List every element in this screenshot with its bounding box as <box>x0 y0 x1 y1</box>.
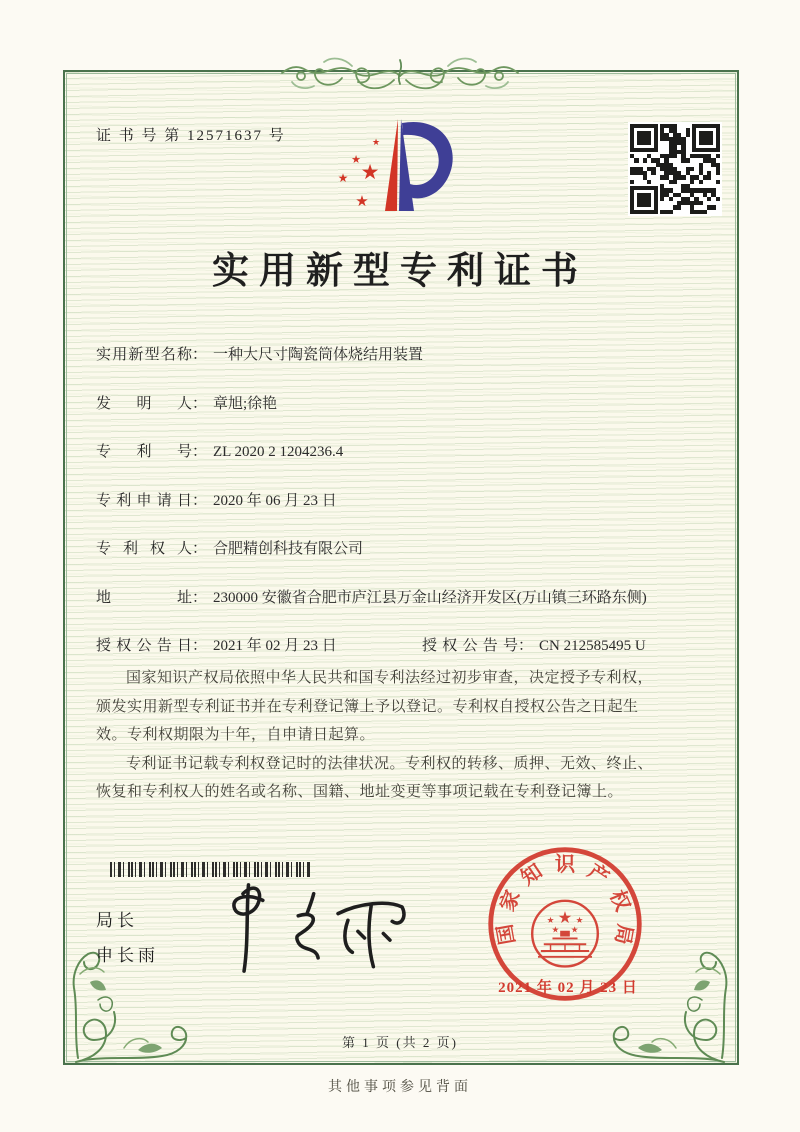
director-title: 局长 <box>96 911 138 930</box>
seal-date: 2021 年 02 月 23 日 <box>498 980 638 996</box>
field-value: 2021 年 02 月 23 日 <box>213 638 337 654</box>
seal-char: 知 <box>517 860 547 890</box>
field-row-inventor: 发明人 ： 章旭;徐艳 <box>96 393 656 416</box>
seal-char: 家 <box>496 887 525 915</box>
svg-text:★: ★ <box>570 925 579 936</box>
field-label: 专利号 <box>96 444 192 460</box>
field-value: 2020 年 06 月 23 日 <box>213 492 337 509</box>
svg-text:★: ★ <box>355 192 369 210</box>
field-value: 章旭;徐艳 <box>213 395 278 412</box>
seal-char: 权 <box>605 887 634 915</box>
field-row-name: 实用新型名称 ： 一种大尺寸陶瓷筒体烧结用装置 <box>96 344 656 367</box>
seal-national-emblem <box>532 901 598 967</box>
legal-paragraph-2: 专利证书记载专利权登记时的法律状况。专利权的转移、质押、无效、终止、恢复和专利权人的姓名或名称、国籍、地址变更等事项记载在专利登记簿上。 <box>96 755 654 800</box>
legal-paragraph-1: 国家知识产权局依照中华人民共和国专利法经过初步审查，决定授予专利权，颁发实用新型专利证书并在专利登记簿上予以登记。专利权自授权公告之日起生效。专利权期限为十年，自申请日起算。 <box>96 670 654 743</box>
svg-text:★: ★ <box>551 925 560 936</box>
seal-char: 国 <box>494 922 520 947</box>
seal-char: 局 <box>610 922 636 947</box>
field-label: 发明人 <box>96 395 192 412</box>
field-label: 授权公告日 <box>96 638 192 654</box>
qr-code-icon <box>628 122 722 216</box>
svg-text:★: ★ <box>360 160 380 184</box>
field-value: 230000 安徽省合肥市庐江县万金山经济开发区(万山镇三环路东侧) <box>213 589 647 606</box>
field-label: 专利申请日 <box>96 492 192 509</box>
field-value: 一种大尺寸陶瓷筒体烧结用装置 <box>213 347 424 363</box>
field-label: 地址 <box>96 589 192 606</box>
barcode-icon <box>110 862 312 877</box>
page-number: 第 1 页 (共 2 页) <box>342 1035 458 1050</box>
field-value: 合肥精创科技有限公司 <box>213 541 364 557</box>
svg-text:★: ★ <box>351 153 361 166</box>
field-label: 专利权人 <box>96 541 192 557</box>
field-list <box>96 344 656 684</box>
svg-text:★: ★ <box>371 138 381 148</box>
seal-char: 产 <box>583 860 613 890</box>
field-row-patent-number: 专利号 ： ZL 2020 2 1204236.4 <box>96 441 656 464</box>
field-label: 实用新型名称 <box>96 347 192 363</box>
logo-stars <box>338 138 380 210</box>
svg-text:★: ★ <box>546 916 555 927</box>
field-value: CN 212585495 U <box>539 638 646 654</box>
logo-p-mark <box>385 119 453 211</box>
field-row-grant: 授权公告日 ： 2021 年 02 月 23 日 授权公告号 ： CN 212585495 U <box>96 635 656 658</box>
director-name: 申长雨 <box>96 946 159 965</box>
qr-finder-top-left <box>630 124 658 152</box>
seal-char: 识 <box>554 853 576 876</box>
svg-text:★: ★ <box>557 908 573 928</box>
field-row-patentee: 专利权人 ： 合肥精创科技有限公司 <box>96 538 656 561</box>
svg-text:★: ★ <box>575 916 584 927</box>
certificate-number: 证 书 号 第 12571637 号 <box>96 128 286 144</box>
field-row-address: 地址 ： 230000 安徽省合肥市庐江县万金山经济开发区(万山镇三环路东侧) <box>96 587 656 610</box>
field-row-filing-date: 专利申请日 ： 2020 年 06 月 23 日 <box>96 490 656 513</box>
director-signature <box>212 878 422 978</box>
qr-finder-bottom-left <box>630 186 658 214</box>
field-value: ZL 2020 2 1204236.4 <box>213 444 344 460</box>
legal-text <box>96 664 658 807</box>
certificate-title: 实用新型专利证书 <box>212 251 588 292</box>
svg-text:★: ★ <box>337 171 349 185</box>
qr-finder-top-right <box>692 124 720 152</box>
field-label: 授权公告号 <box>422 638 518 654</box>
back-side-note: 其他事项参见背面 <box>328 1080 472 1095</box>
cnipa-logo-icon <box>328 113 478 218</box>
